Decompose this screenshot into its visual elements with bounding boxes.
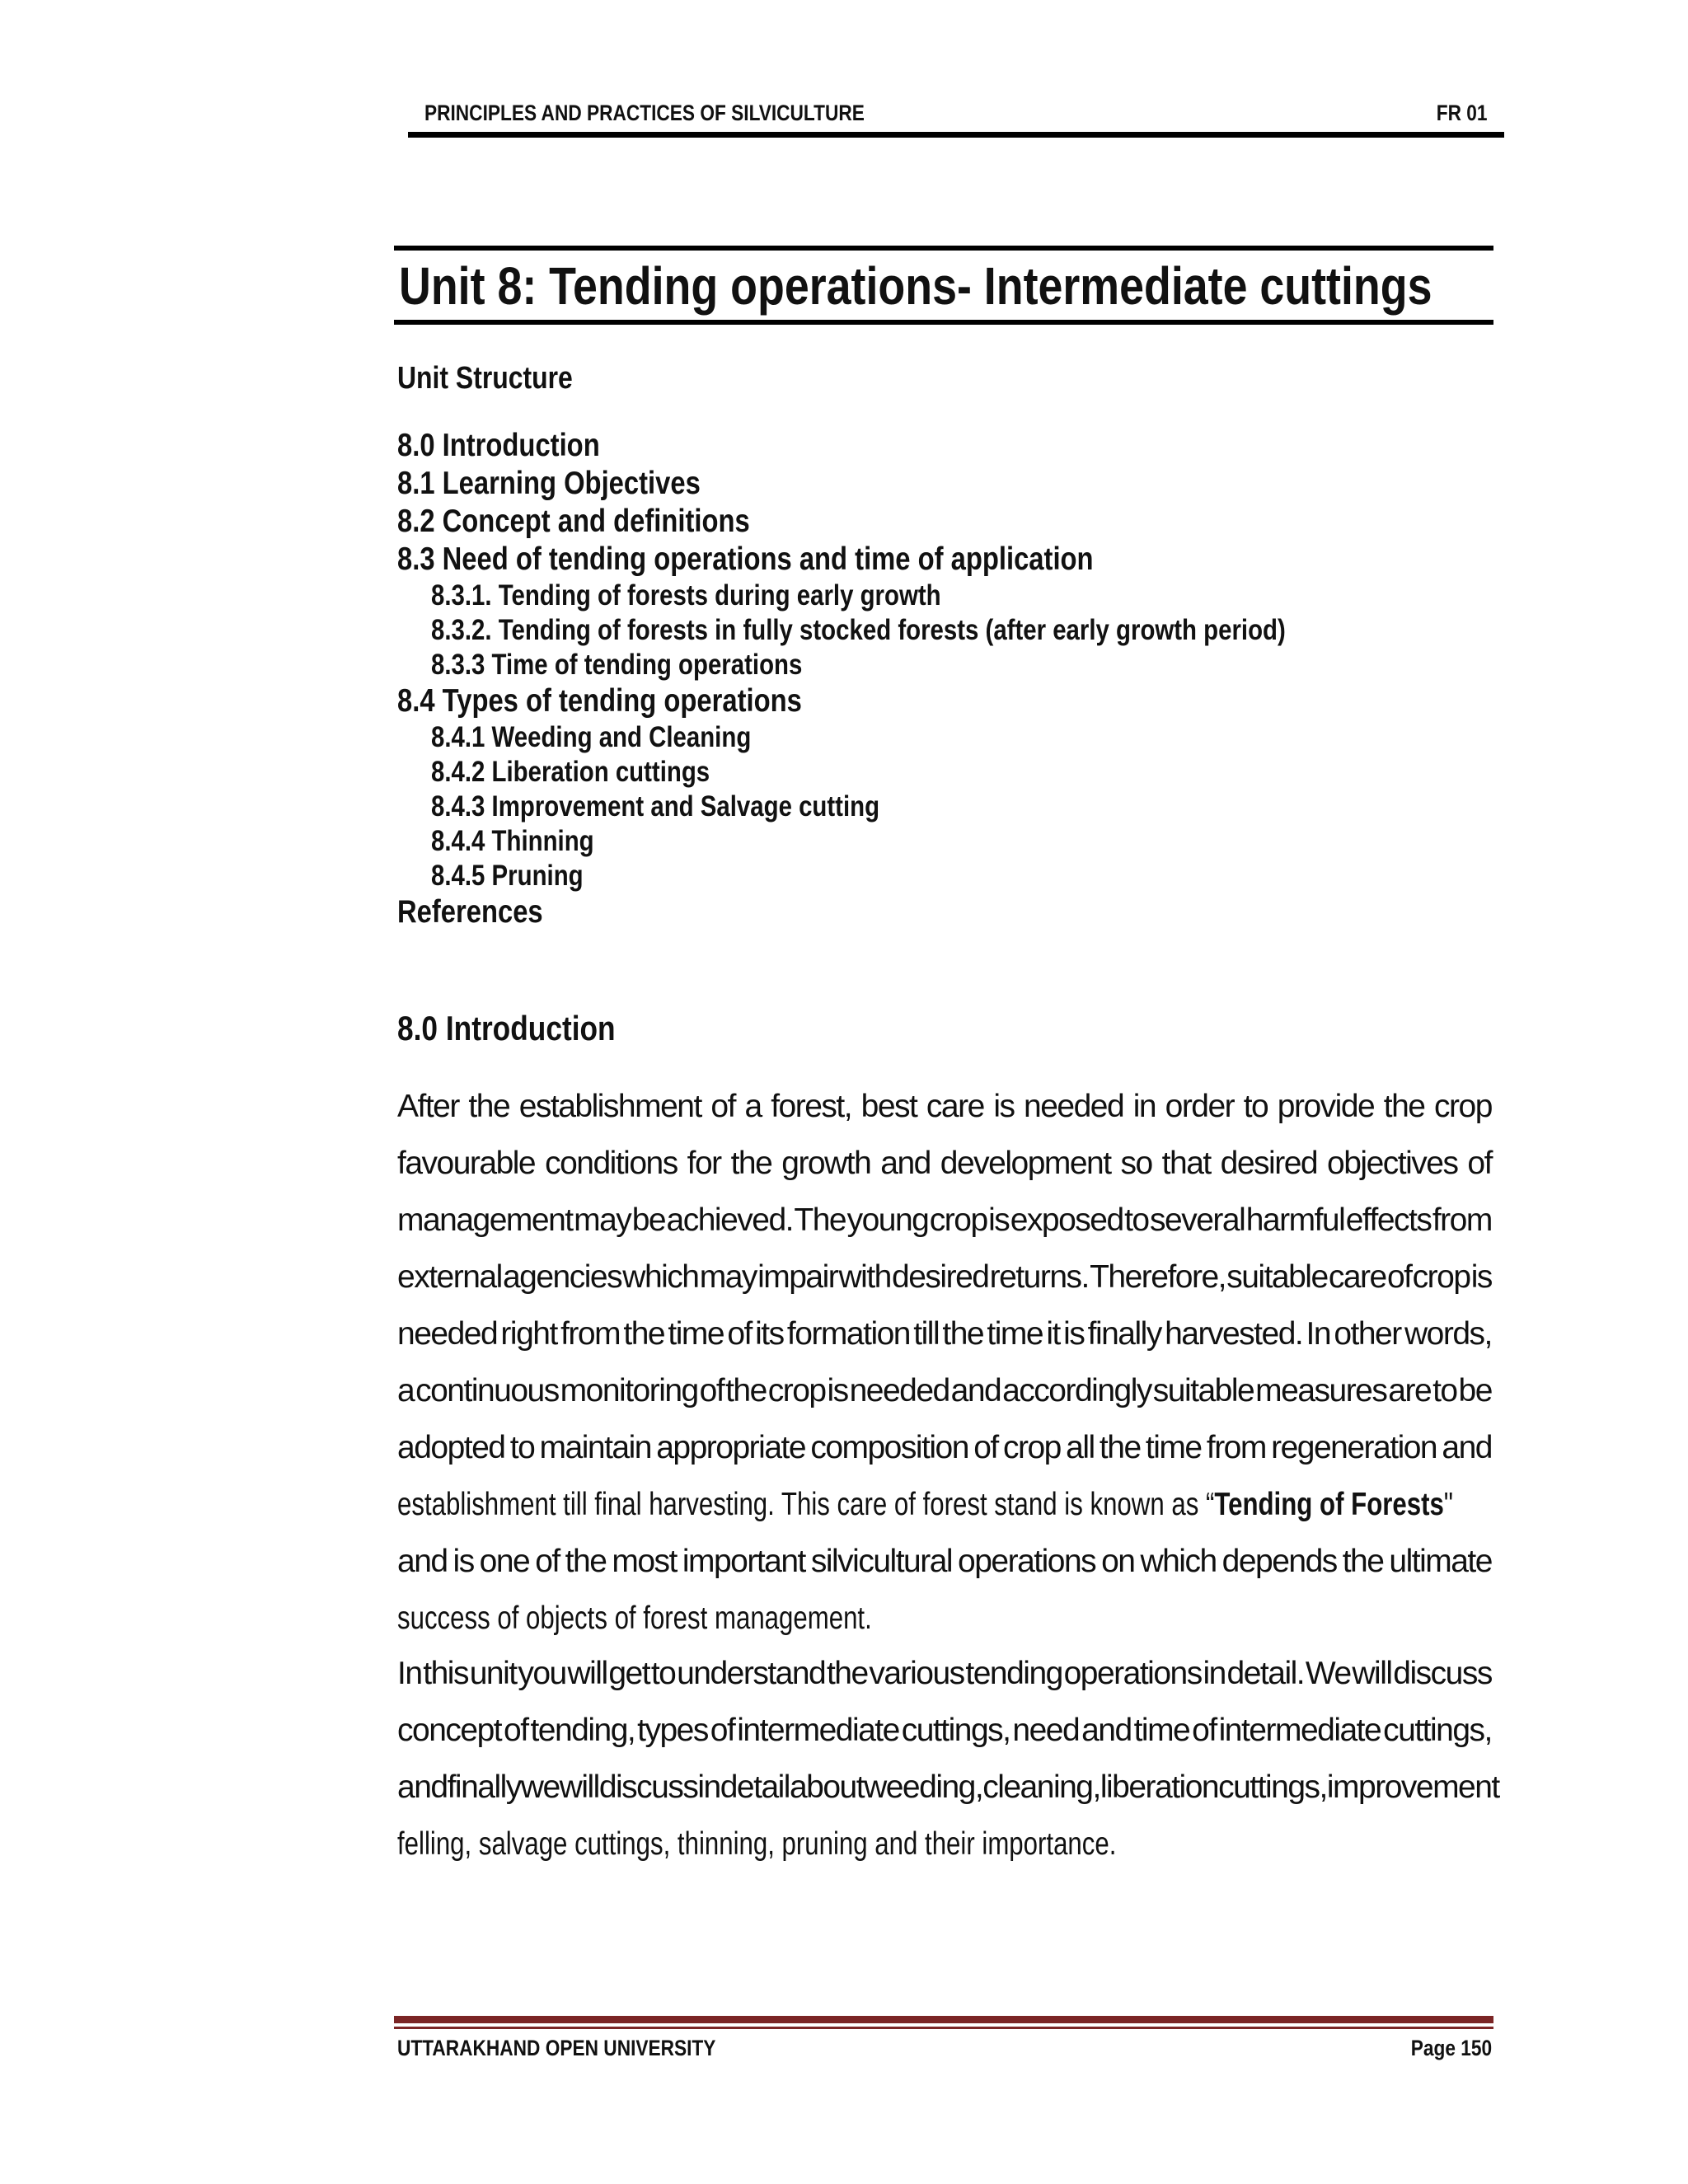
word: suitable bbox=[1226, 1259, 1328, 1295]
footer-institution-text: UTTARAKHAND OPEN UNIVERSITY bbox=[397, 2036, 716, 2060]
word: In bbox=[397, 1656, 422, 1691]
word: will bbox=[567, 1656, 607, 1691]
toc-item-text: 8.3 Need of tending operations and time of application bbox=[397, 541, 1094, 577]
course-title-text: PRINCIPLES AND PRACTICES OF SILVICULTURE bbox=[424, 101, 865, 125]
word: is bbox=[452, 1544, 474, 1579]
intro-paragraph-2-lines bbox=[397, 1645, 1499, 1872]
word: crop bbox=[767, 1373, 826, 1408]
word: on bbox=[1101, 1544, 1135, 1579]
tending-of-forests-term: Tending of Forests bbox=[1214, 1487, 1444, 1522]
word: external bbox=[397, 1259, 502, 1295]
word: need bbox=[1012, 1713, 1080, 1748]
word: needed bbox=[849, 1373, 950, 1408]
footer-rule-thick bbox=[394, 2016, 1493, 2023]
toc-item-text: 8.4 Types of tending operations bbox=[397, 683, 802, 719]
word: which bbox=[1140, 1544, 1217, 1579]
word: several bbox=[1150, 1202, 1245, 1238]
word: you bbox=[518, 1656, 566, 1691]
course-title bbox=[424, 101, 949, 126]
toc-item bbox=[397, 427, 1448, 465]
word: till bbox=[913, 1316, 940, 1352]
word: is bbox=[993, 1089, 1015, 1124]
word: of bbox=[1467, 1146, 1492, 1181]
word: this bbox=[423, 1656, 468, 1691]
paragraph-line bbox=[397, 1249, 1492, 1305]
unit-title-text: Unit 8: Tending operations- Intermediate cuttings bbox=[399, 256, 1432, 316]
word: monitoring bbox=[560, 1373, 698, 1408]
word: regeneration bbox=[1271, 1430, 1437, 1465]
word: of bbox=[1386, 1259, 1412, 1295]
word: management bbox=[397, 1202, 573, 1238]
word: young bbox=[846, 1202, 929, 1238]
word: the bbox=[1383, 1089, 1425, 1124]
word: be bbox=[1458, 1373, 1492, 1408]
toc-item-text: 8.4.4 Thinning bbox=[431, 825, 594, 857]
intro-paragraph-1 bbox=[397, 1078, 1492, 1647]
word: all bbox=[1066, 1430, 1095, 1465]
word: operations bbox=[958, 1544, 1096, 1579]
word: may bbox=[699, 1259, 757, 1295]
word: of bbox=[699, 1373, 724, 1408]
word: weeding, bbox=[864, 1769, 983, 1805]
line-text: success of objects of forest management. bbox=[397, 1601, 872, 1636]
word: appropriate bbox=[656, 1430, 806, 1465]
toc-item-text: References bbox=[397, 894, 543, 930]
toc-item bbox=[397, 465, 1448, 503]
word: returns. bbox=[989, 1259, 1089, 1295]
paragraph-line bbox=[397, 1192, 1492, 1249]
word: to bbox=[1243, 1089, 1268, 1124]
word: most bbox=[612, 1544, 677, 1579]
toc-item-text: 8.3.2. Tending of forests in fully stocked forests (after early growth period) bbox=[431, 614, 1286, 646]
toc-item bbox=[397, 755, 1448, 790]
word: the bbox=[942, 1316, 984, 1352]
word: growth bbox=[781, 1146, 871, 1181]
paragraph-line bbox=[397, 1533, 1492, 1590]
word: objectives bbox=[1327, 1146, 1458, 1181]
word: its bbox=[755, 1316, 784, 1352]
word: unit bbox=[469, 1656, 517, 1691]
word: words, bbox=[1404, 1316, 1492, 1352]
word: is bbox=[988, 1202, 1010, 1238]
word: in bbox=[1132, 1089, 1156, 1124]
word: improvement bbox=[1326, 1769, 1499, 1805]
unit-structure-label-text: Unit Structure bbox=[397, 361, 573, 396]
word: in bbox=[697, 1769, 720, 1805]
word: in bbox=[1203, 1656, 1226, 1691]
word: After bbox=[397, 1089, 459, 1124]
word: The bbox=[794, 1202, 846, 1238]
word: understand bbox=[677, 1656, 826, 1691]
tending-line-text bbox=[397, 1476, 1453, 1533]
word: types bbox=[637, 1713, 708, 1748]
word: depends bbox=[1221, 1544, 1337, 1579]
word: crop bbox=[1412, 1259, 1470, 1295]
word: of bbox=[504, 1713, 528, 1748]
unit-title bbox=[399, 257, 1629, 315]
word: and bbox=[1081, 1713, 1132, 1748]
word: and bbox=[397, 1544, 448, 1579]
word: right bbox=[500, 1316, 557, 1352]
word: of bbox=[973, 1430, 998, 1465]
word: other bbox=[1334, 1316, 1401, 1352]
word: ultimate bbox=[1389, 1544, 1492, 1579]
word: the bbox=[1099, 1430, 1141, 1465]
word: finally bbox=[447, 1769, 521, 1805]
toc-item bbox=[397, 824, 1448, 859]
toc-item-text: 8.1 Learning Objectives bbox=[397, 466, 701, 501]
unit-title-block bbox=[394, 246, 1493, 325]
intro-paragraph-1-tail bbox=[397, 1533, 1492, 1647]
toc-item bbox=[397, 503, 1448, 541]
word: get bbox=[608, 1656, 650, 1691]
word: from bbox=[1432, 1202, 1492, 1238]
word: a bbox=[744, 1089, 762, 1124]
word: crop bbox=[1434, 1089, 1492, 1124]
word: order bbox=[1165, 1089, 1235, 1124]
word: establishment bbox=[518, 1089, 701, 1124]
word: concept bbox=[397, 1713, 502, 1748]
word: crop bbox=[1002, 1430, 1061, 1465]
word: cuttings, bbox=[1218, 1769, 1327, 1805]
word: that bbox=[1161, 1146, 1211, 1181]
paragraph-line bbox=[397, 1362, 1492, 1419]
word: cuttings, bbox=[1383, 1713, 1492, 1748]
toc-item-text: 8.2 Concept and definitions bbox=[397, 504, 750, 539]
toc-item bbox=[397, 541, 1448, 579]
footer-rule-thin bbox=[394, 2027, 1493, 2029]
word: silvicultural bbox=[810, 1544, 953, 1579]
word: a bbox=[397, 1373, 415, 1408]
word: and bbox=[950, 1373, 1001, 1408]
word: favourable bbox=[397, 1146, 536, 1181]
word: detail bbox=[720, 1769, 790, 1805]
word: formation bbox=[786, 1316, 910, 1352]
word: of bbox=[727, 1316, 752, 1352]
word: effects bbox=[1345, 1202, 1432, 1238]
word: desired bbox=[1220, 1146, 1318, 1181]
word: cuttings, bbox=[901, 1713, 1010, 1748]
word: the bbox=[730, 1146, 772, 1181]
word: so bbox=[1120, 1146, 1152, 1181]
toc-item bbox=[397, 682, 1448, 720]
paragraph-line bbox=[397, 1419, 1492, 1476]
paragraph-line bbox=[397, 1816, 1492, 1872]
word: and bbox=[880, 1146, 931, 1181]
word: various bbox=[869, 1656, 964, 1691]
toc-item-text: 8.4.2 Liberation cuttings bbox=[431, 756, 710, 788]
paragraph-line bbox=[397, 1702, 1492, 1759]
word: cleaning, bbox=[982, 1769, 1100, 1805]
word: the bbox=[1342, 1544, 1384, 1579]
word: provide bbox=[1277, 1089, 1375, 1124]
word: time bbox=[987, 1316, 1043, 1352]
word: we bbox=[520, 1769, 560, 1805]
paragraph-line bbox=[397, 1590, 1492, 1647]
word: In bbox=[1306, 1316, 1331, 1352]
word: liberation bbox=[1100, 1769, 1219, 1805]
word: needed bbox=[1024, 1089, 1124, 1124]
word: the bbox=[725, 1373, 767, 1408]
word: and bbox=[1442, 1430, 1492, 1465]
section-heading bbox=[397, 1009, 657, 1048]
toc-item bbox=[397, 720, 1448, 755]
word: discuss bbox=[598, 1769, 698, 1805]
word: discuss bbox=[1393, 1656, 1492, 1691]
word: accordingly bbox=[1002, 1373, 1151, 1408]
word: continuous bbox=[415, 1373, 559, 1408]
word: detail. bbox=[1226, 1656, 1305, 1691]
toc-item-text: 8.4.1 Weeding and Cleaning bbox=[431, 721, 752, 753]
word: the bbox=[623, 1316, 665, 1352]
word: the bbox=[468, 1089, 510, 1124]
word: suitable bbox=[1152, 1373, 1254, 1408]
toc-item bbox=[397, 859, 1448, 893]
word: is bbox=[1470, 1259, 1492, 1295]
word: of bbox=[710, 1713, 735, 1748]
word: is bbox=[827, 1373, 848, 1408]
word: one bbox=[479, 1544, 530, 1579]
word: best bbox=[860, 1089, 917, 1124]
tending-line-before: establishment till final harvesting. This care of forest stand is known as “ bbox=[397, 1487, 1215, 1522]
word: harvested. bbox=[1165, 1316, 1303, 1352]
footer-institution bbox=[397, 2036, 776, 2061]
word: important bbox=[682, 1544, 805, 1579]
toc-item bbox=[397, 579, 1448, 613]
paragraph-line bbox=[397, 1135, 1492, 1192]
word: to bbox=[509, 1430, 535, 1465]
word: time bbox=[1145, 1430, 1202, 1465]
word: operations bbox=[1063, 1656, 1202, 1691]
toc-item-text: 8.3.3 Time of tending operations bbox=[431, 649, 803, 681]
word: it bbox=[1046, 1316, 1060, 1352]
word: and bbox=[397, 1769, 448, 1805]
paragraph-line bbox=[397, 1645, 1492, 1702]
word: of bbox=[535, 1544, 560, 1579]
word: crop bbox=[929, 1202, 987, 1238]
word: forest, bbox=[771, 1089, 852, 1124]
toc-item bbox=[397, 613, 1448, 648]
word: be bbox=[631, 1202, 666, 1238]
paragraph-line bbox=[397, 1759, 1499, 1816]
word: development bbox=[940, 1146, 1111, 1181]
toc-item-text: 8.0 Introduction bbox=[397, 428, 600, 463]
word: composition bbox=[810, 1430, 968, 1465]
word: of bbox=[1192, 1713, 1217, 1748]
toc-item-text: 8.3.1. Tending of forests during early growth bbox=[431, 579, 941, 612]
word: needed bbox=[397, 1316, 498, 1352]
paragraph-line bbox=[397, 1305, 1492, 1362]
word: exposed bbox=[1010, 1202, 1123, 1238]
word: to bbox=[650, 1656, 676, 1691]
toc-item bbox=[397, 648, 1448, 682]
running-header bbox=[408, 97, 1504, 138]
toc-item-text: 8.4.5 Pruning bbox=[431, 860, 584, 892]
word: which bbox=[622, 1259, 699, 1295]
word: with bbox=[838, 1259, 891, 1295]
toc-item-text: 8.4.3 Improvement and Salvage cutting bbox=[431, 790, 880, 823]
line-text: felling, salvage cuttings, thinning, pruning and their importance. bbox=[397, 1826, 1117, 1862]
word: from bbox=[560, 1316, 621, 1352]
word: to bbox=[1124, 1202, 1149, 1238]
intro-paragraph-1-lines bbox=[397, 1078, 1492, 1476]
section-heading-text: 8.0 Introduction bbox=[397, 1009, 616, 1047]
word: for bbox=[687, 1146, 721, 1181]
course-code-text: FR 01 bbox=[1437, 101, 1488, 125]
word: We bbox=[1305, 1656, 1351, 1691]
word: measures bbox=[1255, 1373, 1387, 1408]
word: will bbox=[559, 1769, 599, 1805]
unit-structure-toc bbox=[397, 427, 1448, 931]
word: adopted bbox=[397, 1430, 505, 1465]
word: conditions bbox=[545, 1146, 678, 1181]
word: to bbox=[1432, 1373, 1457, 1408]
word: is bbox=[1063, 1316, 1085, 1352]
footer-page-number bbox=[1395, 2036, 1492, 2061]
word: agencies bbox=[502, 1259, 622, 1295]
word: intermediate bbox=[1218, 1713, 1381, 1748]
paragraph-line bbox=[397, 1078, 1492, 1135]
toc-item bbox=[397, 790, 1448, 824]
word: tending bbox=[965, 1656, 1062, 1691]
word: time bbox=[668, 1316, 724, 1352]
intro-paragraph-2 bbox=[397, 1645, 1499, 1872]
word: care bbox=[1328, 1259, 1386, 1295]
word: intermediate bbox=[737, 1713, 899, 1748]
word: harmful bbox=[1245, 1202, 1345, 1238]
word: maintain bbox=[539, 1430, 651, 1465]
word: about bbox=[789, 1769, 865, 1805]
word: will bbox=[1352, 1656, 1392, 1691]
word: desired bbox=[892, 1259, 989, 1295]
tending-line-after: " bbox=[1443, 1487, 1453, 1522]
word: tending, bbox=[530, 1713, 635, 1748]
footer-page-number-text: Page 150 bbox=[1410, 2036, 1492, 2060]
word: of bbox=[710, 1089, 735, 1124]
word: care bbox=[926, 1089, 984, 1124]
paragraph-line-tending bbox=[397, 1476, 1492, 1533]
word: the bbox=[565, 1544, 607, 1579]
unit-structure-label bbox=[397, 361, 606, 396]
course-code bbox=[1427, 101, 1488, 126]
word: may bbox=[574, 1202, 631, 1238]
word: Therefore, bbox=[1090, 1259, 1226, 1295]
word: from bbox=[1206, 1430, 1266, 1465]
word: impair bbox=[757, 1259, 838, 1295]
word: achieved. bbox=[666, 1202, 793, 1238]
word: the bbox=[826, 1656, 868, 1691]
word: finally bbox=[1087, 1316, 1161, 1352]
word: are bbox=[1388, 1373, 1432, 1408]
word: time bbox=[1133, 1713, 1190, 1748]
toc-item bbox=[397, 893, 1448, 931]
